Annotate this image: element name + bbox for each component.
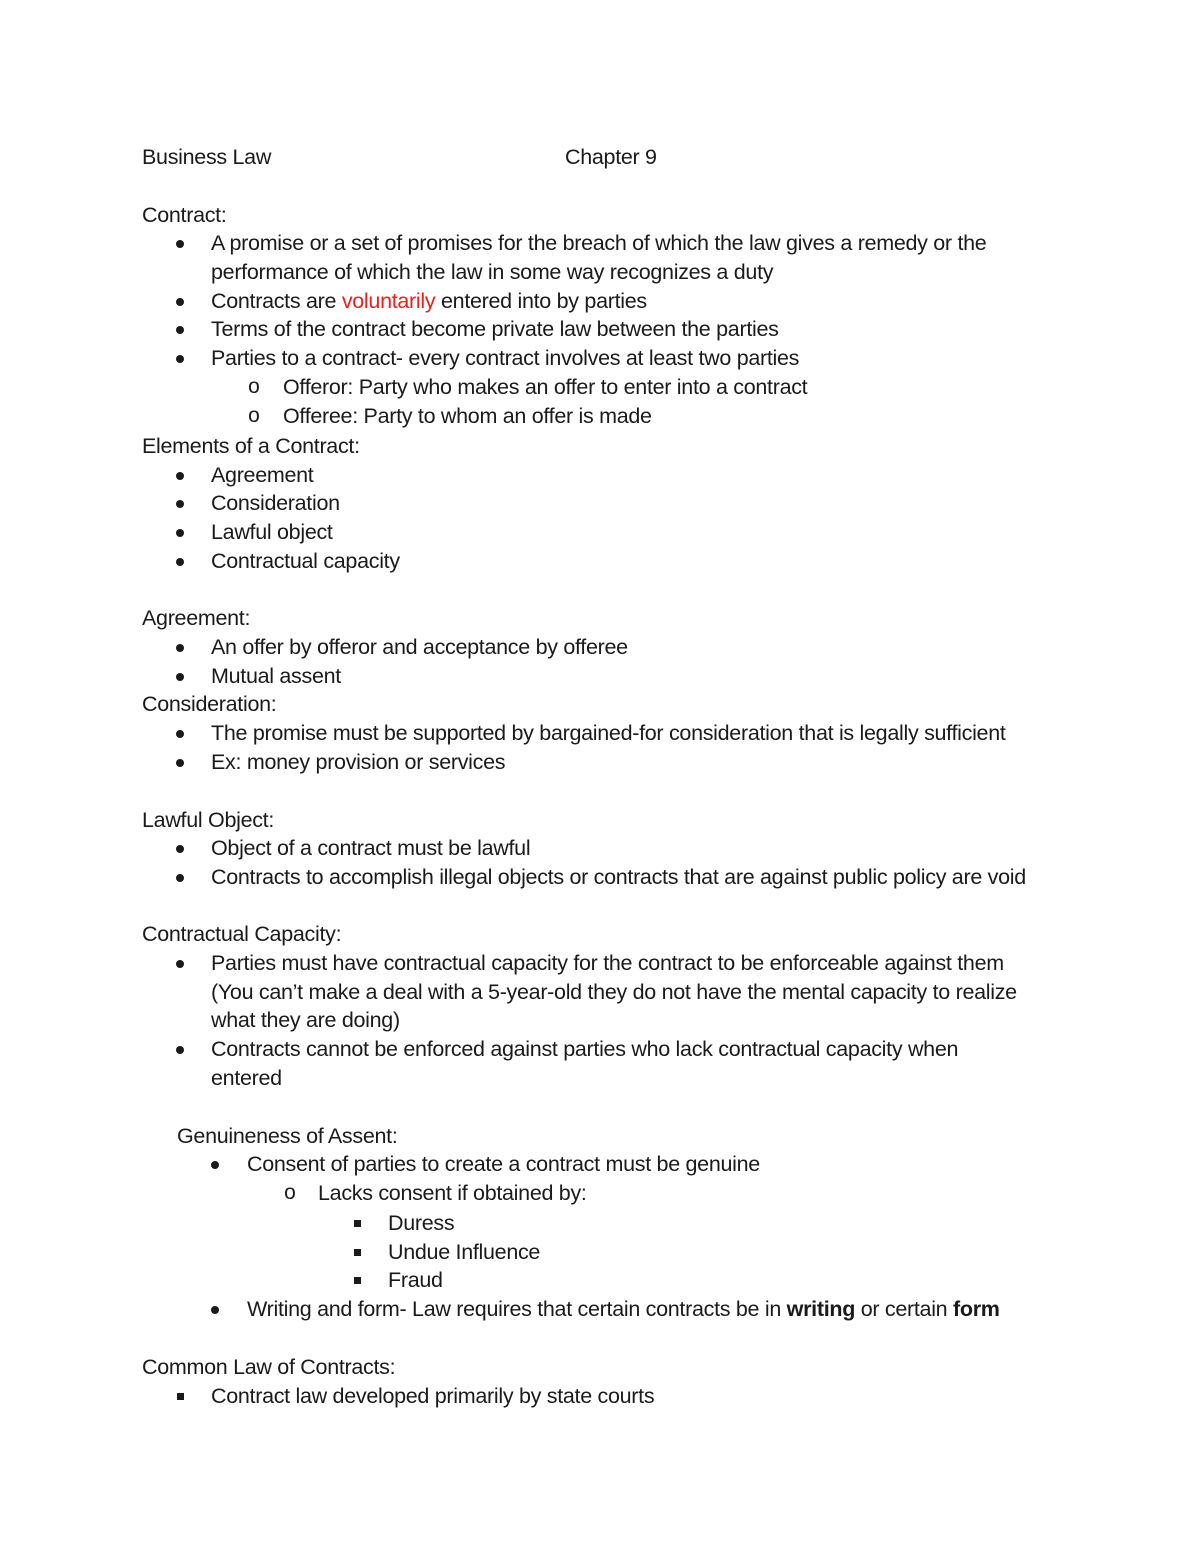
section-heading-contract: Contract:: [142, 203, 227, 227]
text-run: or certain: [855, 1297, 954, 1321]
sub-sub-list-item: Fraud: [388, 1268, 443, 1292]
sub-bullet-marker: o: [284, 1181, 296, 1204]
sub-sub-list-item: Duress: [388, 1211, 455, 1235]
square-bullet-icon: [347, 1266, 367, 1284]
section-heading-agreement: Agreement:: [142, 606, 251, 630]
bullet-icon: [170, 518, 190, 537]
bullet-icon: [170, 489, 190, 508]
bullet-icon: [205, 1295, 225, 1314]
list-item-continuation: entered: [211, 1066, 282, 1090]
sub-sub-list-item: Undue Influence: [388, 1240, 541, 1264]
list-item: Contractual capacity: [211, 549, 400, 573]
bold-word: form: [953, 1297, 1000, 1321]
list-item: [247, 1295, 1000, 1323]
bullet-icon: [170, 949, 190, 968]
sub-list-item: Offeree: Party to whom an offer is made: [283, 404, 652, 428]
bullet-icon: [170, 719, 190, 738]
bullet-icon: [205, 1150, 225, 1169]
sub-bullet-marker: o: [248, 375, 260, 398]
chapter-label: Chapter 9: [565, 145, 657, 169]
section-heading-genuineness: Genuineness of Assent:: [177, 1124, 398, 1148]
list-item-continuation: what they are doing): [211, 1008, 400, 1032]
bold-word: writing: [786, 1297, 856, 1321]
section-heading-common-law: Common Law of Contracts:: [142, 1355, 396, 1379]
bullet-icon: [170, 287, 190, 306]
section-heading-lawful-object: Lawful Object:: [142, 808, 275, 832]
bullet-icon: [170, 344, 190, 363]
bullet-icon: [170, 662, 190, 681]
sub-list-item: Offeror: Party who makes an offer to enter into a contract: [283, 375, 808, 399]
list-item: Lawful object: [211, 520, 333, 544]
highlight-word: voluntarily: [341, 289, 436, 313]
text-run: entered into by parties: [435, 289, 647, 313]
bullet-icon: [170, 834, 190, 853]
bullet-icon: [170, 633, 190, 652]
section-heading-capacity: Contractual Capacity:: [142, 922, 342, 946]
list-item: The promise must be supported by bargained-for consideration that is legally sufficient: [211, 721, 1006, 745]
list-item: Object of a contract must be lawful: [211, 836, 531, 860]
bullet-icon: [170, 1035, 190, 1054]
bullet-icon: [170, 229, 190, 248]
section-heading-consideration: Consideration:: [142, 692, 277, 716]
list-item: Contracts cannot be enforced against parties who lack contractual capacity when: [211, 1037, 959, 1061]
list-item: Terms of the contract become private law between the parties: [211, 317, 779, 341]
bullet-icon: [170, 315, 190, 334]
list-item: [211, 287, 647, 315]
bullet-icon: [170, 863, 190, 882]
list-item-continuation: performance of which the law in some way recognizes a duty: [211, 260, 774, 284]
sub-list-item: Lacks consent if obtained by:: [318, 1181, 587, 1205]
list-item: An offer by offeror and acceptance by offeree: [211, 635, 628, 659]
list-item: Contract law developed primarily by state courts: [211, 1384, 655, 1408]
list-item: Parties must have contractual capacity for the contract to be enforceable against them: [211, 951, 1004, 975]
list-item: Ex: money provision or services: [211, 750, 506, 774]
list-item: Mutual assent: [211, 664, 341, 688]
list-item: Contracts to accomplish illegal objects or contracts that are against public policy are void: [211, 865, 1026, 889]
bullet-icon: [170, 461, 190, 480]
list-item: Agreement: [211, 463, 314, 487]
bullet-icon: [170, 547, 190, 566]
bullet-icon: [170, 748, 190, 767]
text-run: Writing and form- Law requires that certain contracts be in: [247, 1297, 787, 1321]
square-bullet-icon: [347, 1238, 367, 1256]
list-item: Parties to a contract- every contract involves at least two parties: [211, 346, 800, 370]
document-title: Business Law: [142, 145, 272, 169]
list-item: Consent of parties to create a contract must be genuine: [247, 1152, 760, 1176]
square-bullet-icon: [347, 1209, 367, 1227]
list-item: Consideration: [211, 491, 340, 515]
sub-bullet-marker: o: [248, 404, 260, 427]
section-heading-elements: Elements of a Contract:: [142, 434, 360, 458]
list-item-continuation: (You can’t make a deal with a 5-year-old they do not have the mental capacity to realize: [211, 980, 1017, 1004]
list-item: A promise or a set of promises for the breach of which the law gives a remedy or the: [211, 231, 987, 255]
text-run: Contracts are: [211, 289, 342, 313]
square-bullet-icon: [170, 1382, 190, 1400]
